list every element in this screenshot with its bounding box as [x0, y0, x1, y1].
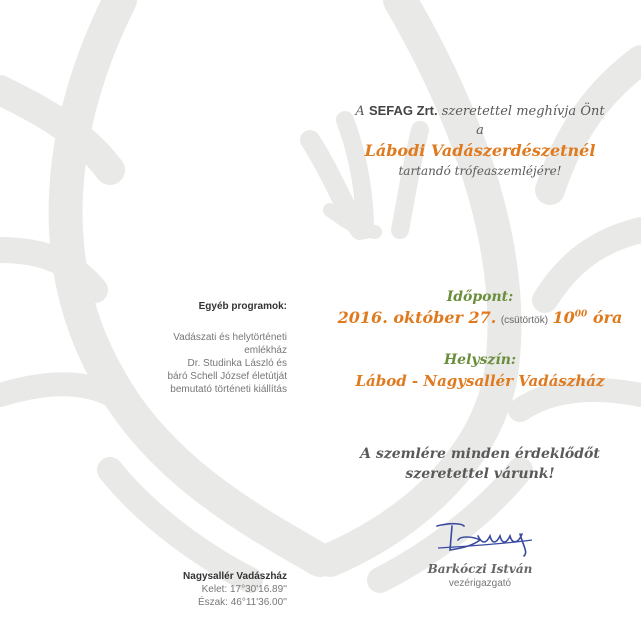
- date-line: [320, 308, 640, 328]
- welcome-line-1: A szemlére minden érdeklődőt: [360, 446, 600, 462]
- coordinate-north: Észak: 46°11'36.00'': [197, 597, 287, 608]
- event-weekday: (csütörtök): [500, 315, 549, 326]
- invitation-line-3: tartandó trófeaszemléjére!: [398, 164, 562, 178]
- venue-title: Lábodi Vadászerdészetnél: [364, 141, 596, 160]
- signer-name: Barkóczi István: [427, 562, 533, 576]
- company-name: SEFAG Zrt.: [368, 103, 438, 118]
- program-line: báró Schell József életútját: [167, 371, 287, 382]
- program-line: Dr. Studinka László és: [187, 358, 287, 369]
- coordinate-east: Kelet: 17°30'16.89'': [201, 584, 287, 595]
- location-coordinates-section: [87, 570, 287, 609]
- event-place: Lábod - Nagysallér Vadászház: [355, 372, 605, 390]
- program-line: emlékház: [244, 345, 287, 356]
- time-label: Időpont:: [446, 289, 514, 305]
- place-label: Helyszín:: [443, 352, 517, 368]
- event-time: $10^{00}$ óra: [552, 308, 623, 327]
- location-title: Nagysallér Vadászház: [183, 571, 287, 582]
- invitation-line-1: A SEFAG Zrt. szeretettel meghívja Önt: [355, 103, 605, 119]
- program-line: bemutató történeti kiállítás: [170, 384, 287, 395]
- other-programs-title: Egyéb programok:: [198, 301, 287, 312]
- handwritten-signature: [432, 518, 542, 558]
- welcome-line-2: szeretettel várunk!: [405, 466, 555, 482]
- invitation-line-2: a: [476, 123, 484, 138]
- signer-role: vezérigazgató: [448, 578, 512, 589]
- program-line: Vadászati és helytörténeti: [173, 332, 287, 343]
- other-programs-section: [87, 300, 287, 396]
- event-date: 2016. október 27.: [337, 308, 497, 327]
